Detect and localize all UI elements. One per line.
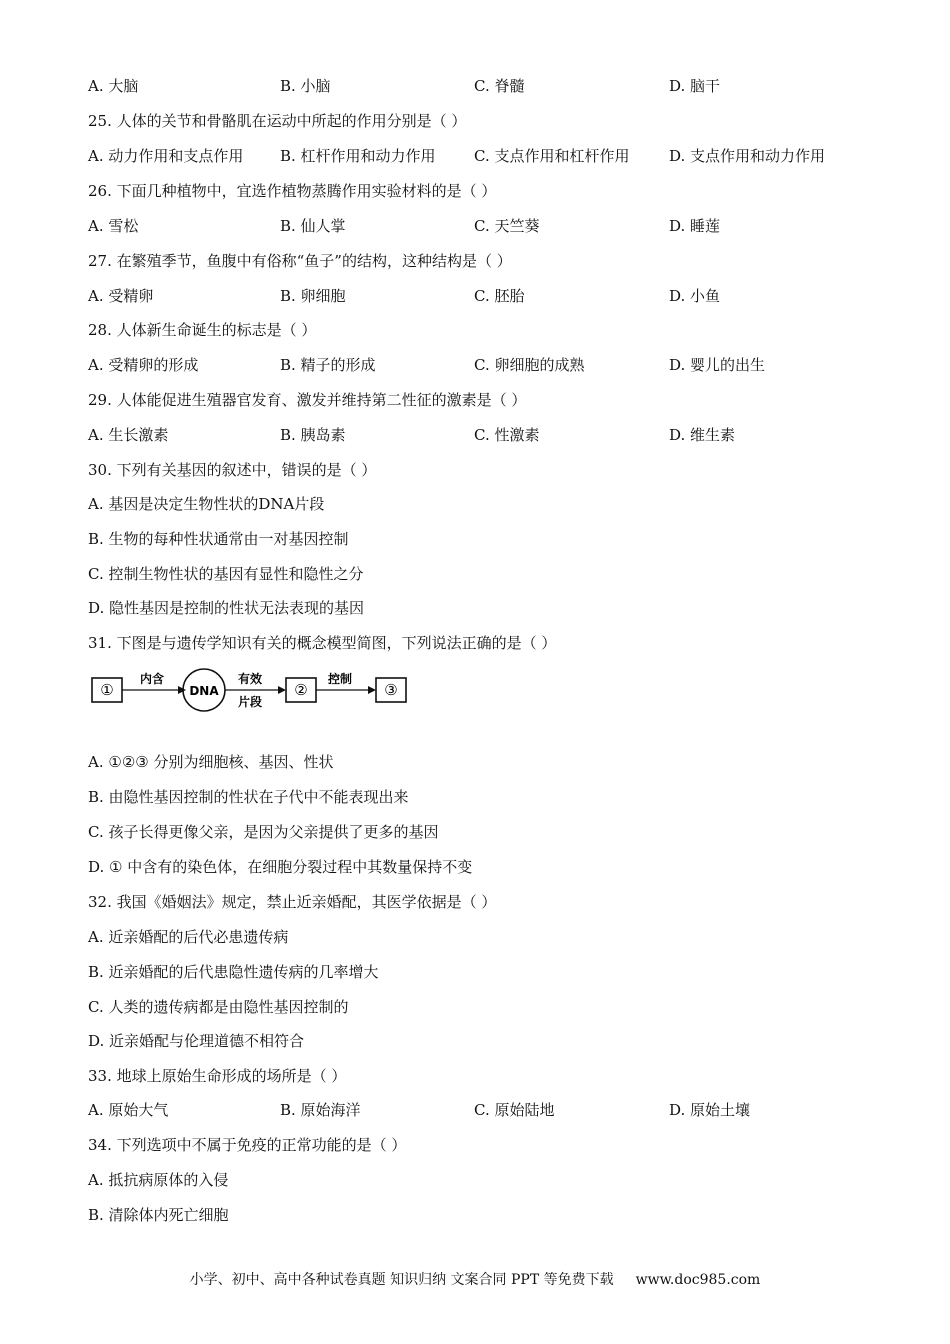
option-c: C. 卵细胞的成熟 xyxy=(474,356,585,374)
option-b: B. 精子的形成 xyxy=(280,356,376,374)
option-a: A. 生长激素 xyxy=(88,426,169,444)
option-row xyxy=(88,146,878,166)
option-b: B. 卵细胞 xyxy=(280,287,346,305)
option-line: B. 近亲婚配的后代患隐性遗传病的几率增大 xyxy=(88,963,379,981)
arrow-1-head xyxy=(178,686,186,694)
option-a: A. 雪松 xyxy=(88,217,139,235)
option-c: C. 支点作用和杠杆作用 xyxy=(474,147,630,165)
option-c: C. 原始陆地 xyxy=(474,1101,555,1119)
option-row xyxy=(88,425,878,445)
footer-text: 小学、初中、高中各种试卷真题 知识归纳 文案合同 PPT 等免费下载 xyxy=(189,1272,614,1288)
option-b: B. 杠杆作用和动力作用 xyxy=(280,147,436,165)
option-line: A. 基因是决定生物性状的DNA片段 xyxy=(88,495,325,513)
option-c: C. 天竺葵 xyxy=(474,217,540,235)
question-stem: 29. 人体能促进生殖器官发育、激发并维持第二性征的激素是（ ） xyxy=(88,391,527,409)
option-line: B. 生物的每种性状通常由一对基因控制 xyxy=(88,530,349,548)
box-1-label: ① xyxy=(100,681,114,699)
option-line: D. ① 中含有的染色体，在细胞分裂过程中其数量保持不变 xyxy=(88,858,473,876)
genetics-concept-diagram xyxy=(90,662,420,718)
dna-label: DNA xyxy=(189,684,219,698)
question-stem: 30. 下列有关基因的叙述中，错误的是（ ） xyxy=(88,461,377,479)
option-row xyxy=(88,1100,878,1120)
option-row xyxy=(88,76,878,96)
option-a: A. 原始大气 xyxy=(88,1101,169,1119)
option-line: C. 控制生物性状的基因有显性和隐性之分 xyxy=(88,565,364,583)
option-d: D. 脑干 xyxy=(669,77,721,95)
option-line: D. 隐性基因是控制的性状无法表现的基因 xyxy=(88,599,365,617)
option-b: B. 胰岛素 xyxy=(280,426,346,444)
question-stem: 25. 人体的关节和骨骼肌在运动中所起的作用分别是（ ） xyxy=(88,112,467,130)
option-d: D. 原始土壤 xyxy=(669,1101,751,1119)
option-a: A. 动力作用和支点作用 xyxy=(88,147,244,165)
option-row xyxy=(88,355,878,375)
option-b: B. 原始海洋 xyxy=(280,1101,361,1119)
option-line: B. 清除体内死亡细胞 xyxy=(88,1206,229,1224)
option-d: D. 睡莲 xyxy=(669,217,721,235)
option-b: B. 小脑 xyxy=(280,77,331,95)
option-a: A. 受精卵 xyxy=(88,287,154,305)
question-stem: 26. 下面几种植物中，宜选作植物蒸腾作用实验材料的是（ ） xyxy=(88,182,497,200)
option-line: D. 近亲婚配与伦理道德不相符合 xyxy=(88,1032,305,1050)
option-line: C. 人类的遗传病都是由隐性基因控制的 xyxy=(88,998,349,1016)
option-a: A. 受精卵的形成 xyxy=(88,356,199,374)
arrow-2-head xyxy=(278,686,286,694)
option-line: C. 孩子长得更像父亲，是因为父亲提供了更多的基因 xyxy=(88,823,439,841)
option-line: B. 由隐性基因控制的性状在子代中不能表现出来 xyxy=(88,788,409,806)
option-row xyxy=(88,216,878,236)
option-line: A. 近亲婚配的后代必患遗传病 xyxy=(88,928,289,946)
question-stem: 32. 我国《婚姻法》规定，禁止近亲婚配，其医学依据是（ ） xyxy=(88,893,497,911)
page-footer xyxy=(0,1270,950,1290)
option-d: D. 支点作用和动力作用 xyxy=(669,147,826,165)
question-stem: 27. 在繁殖季节，鱼腹中有俗称“鱼子”的结构，这种结构是（ ） xyxy=(88,252,512,270)
option-b: B. 仙人掌 xyxy=(280,217,346,235)
option-a: A. 大脑 xyxy=(88,77,139,95)
option-row xyxy=(88,286,878,306)
question-stem: 28. 人体新生命诞生的标志是（ ） xyxy=(88,321,317,339)
option-c: C. 胚胎 xyxy=(474,287,525,305)
option-c: C. 脊髓 xyxy=(474,77,525,95)
option-d: D. 婴儿的出生 xyxy=(669,356,766,374)
option-d: D. 小鱼 xyxy=(669,287,721,305)
arrow-2-bottom-label: 片段 xyxy=(237,695,263,709)
option-c: C. 性激素 xyxy=(474,426,540,444)
arrow-3-label: 控制 xyxy=(327,672,353,686)
option-line: A. ①②③ 分别为细胞核、基因、性状 xyxy=(88,753,334,771)
question-stem: 34. 下列选项中不属于免疫的正常功能的是（ ） xyxy=(88,1136,407,1154)
question-stem: 33. 地球上原始生命形成的场所是（ ） xyxy=(88,1067,347,1085)
arrow-1-label: 内含 xyxy=(139,672,165,686)
option-d: D. 维生素 xyxy=(669,426,736,444)
box-2-label: ② xyxy=(294,681,308,699)
box-3-label: ③ xyxy=(384,681,398,699)
option-line: A. 抵抗病原体的入侵 xyxy=(88,1171,229,1189)
arrow-3-head xyxy=(368,686,376,694)
footer-url: www.doc985.com xyxy=(635,1272,761,1288)
arrow-2-top-label: 有效 xyxy=(237,672,263,686)
question-stem: 31. 下图是与遗传学知识有关的概念模型简图，下列说法正确的是（ ） xyxy=(88,634,557,652)
